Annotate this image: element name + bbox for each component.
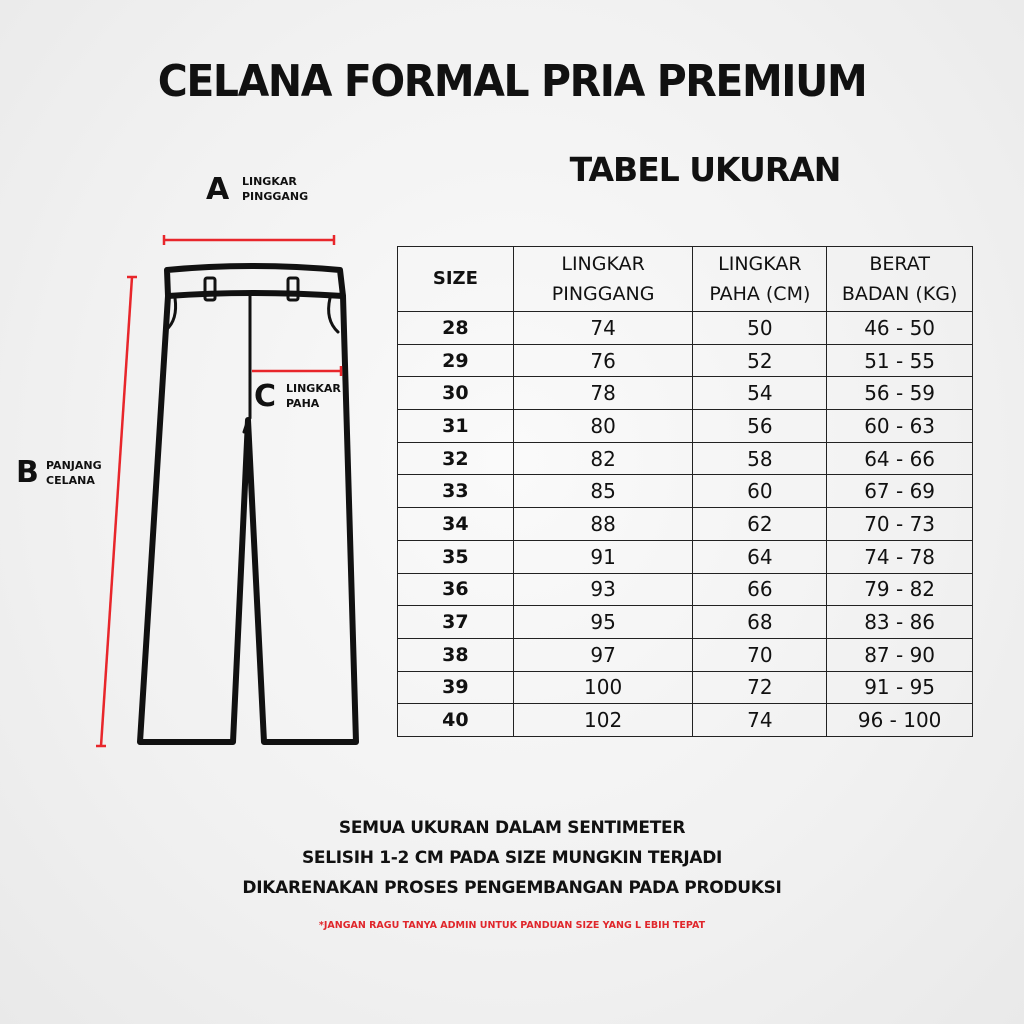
thigh-cell: 58 <box>693 442 827 475</box>
page-subtitle: TABEL UKURAN <box>569 150 841 189</box>
table-row <box>398 606 973 639</box>
weight-cell: 79 - 82 <box>827 573 973 606</box>
table-row <box>398 344 973 377</box>
waist-cell: 95 <box>513 606 693 639</box>
thigh-cell: 56 <box>693 410 827 443</box>
waist-cell: 80 <box>513 410 693 443</box>
label-b-text: PANJANG CELANA <box>46 459 102 487</box>
table-row <box>398 410 973 443</box>
label-a-text: LINGKAR PINGGANG <box>242 175 309 203</box>
waist-measure-line <box>164 235 334 245</box>
weight-cell: 64 - 66 <box>827 442 973 475</box>
size-cell: 35 <box>398 540 514 573</box>
pants-outline <box>140 266 356 742</box>
label-b-letter: B <box>16 455 39 490</box>
table-row <box>398 312 973 345</box>
table-row <box>398 704 973 737</box>
size-cell: 34 <box>398 508 514 541</box>
waist-cell: 88 <box>513 508 693 541</box>
thigh-cell: 68 <box>693 606 827 639</box>
weight-cell: 96 - 100 <box>827 704 973 737</box>
size-cell: 32 <box>398 442 514 475</box>
weight-cell: 83 - 86 <box>827 606 973 639</box>
thigh-cell: 50 <box>693 312 827 345</box>
weight-cell: 87 - 90 <box>827 638 973 671</box>
size-cell: 40 <box>398 704 514 737</box>
weight-cell: 67 - 69 <box>827 475 973 508</box>
weight-cell: 70 - 73 <box>827 508 973 541</box>
table-row <box>398 377 973 410</box>
weight-cell: 91 - 95 <box>827 671 973 704</box>
size-cell: 31 <box>398 410 514 443</box>
table-row <box>398 638 973 671</box>
table-row <box>398 573 973 606</box>
thigh-cell: 72 <box>693 671 827 704</box>
waist-cell: 76 <box>513 344 693 377</box>
waist-cell: 82 <box>513 442 693 475</box>
table-row <box>398 442 973 475</box>
header-weight: BERAT BADAN (KG) <box>827 247 973 312</box>
size-cell: 29 <box>398 344 514 377</box>
size-cell: 39 <box>398 671 514 704</box>
size-cell: 28 <box>398 312 514 345</box>
weight-cell: 60 - 63 <box>827 410 973 443</box>
thigh-cell: 62 <box>693 508 827 541</box>
weight-cell: 56 - 59 <box>827 377 973 410</box>
thigh-cell: 52 <box>693 344 827 377</box>
note-unit: SEMUA UKURAN DALAM SENTIMETER <box>338 818 686 838</box>
table-row <box>398 475 973 508</box>
table-row <box>398 671 973 704</box>
label-c-text: LINGKAR PAHA <box>286 382 341 410</box>
thigh-cell: 66 <box>693 573 827 606</box>
admin-tip: *JANGAN RAGU TANYA ADMIN UNTUK PANDUAN SIZE YANG L EBIH TEPAT <box>318 920 706 931</box>
waist-cell: 102 <box>513 704 693 737</box>
length-measure-line <box>96 277 137 746</box>
weight-cell: 46 - 50 <box>827 312 973 345</box>
table-row <box>398 540 973 573</box>
waist-cell: 85 <box>513 475 693 508</box>
thigh-cell: 54 <box>693 377 827 410</box>
size-cell: 30 <box>398 377 514 410</box>
table-row <box>398 508 973 541</box>
thigh-cell: 60 <box>693 475 827 508</box>
size-cell: 37 <box>398 606 514 639</box>
note-tolerance: SELISIH 1-2 CM PADA SIZE MUNGKIN TERJADI <box>301 848 723 868</box>
table-header-row <box>398 247 973 312</box>
waist-cell: 93 <box>513 573 693 606</box>
header-thigh: LINGKAR PAHA (CM) <box>693 247 827 312</box>
page-title: CELANA FORMAL PRIA PREMIUM <box>157 56 867 107</box>
weight-cell: 74 - 78 <box>827 540 973 573</box>
thigh-cell: 64 <box>693 540 827 573</box>
waist-cell: 100 <box>513 671 693 704</box>
weight-cell: 51 - 55 <box>827 344 973 377</box>
size-cell: 38 <box>398 638 514 671</box>
waist-cell: 97 <box>513 638 693 671</box>
size-cell: 36 <box>398 573 514 606</box>
note-production: DIKARENAKAN PROSES PENGEMBANGAN PADA PRODUKSI <box>242 878 782 898</box>
thigh-measure-line <box>252 366 341 376</box>
waist-cell: 91 <box>513 540 693 573</box>
size-table <box>397 246 973 737</box>
label-a-letter: A <box>206 172 230 207</box>
thigh-cell: 70 <box>693 638 827 671</box>
size-cell: 33 <box>398 475 514 508</box>
waist-cell: 74 <box>513 312 693 345</box>
thigh-cell: 74 <box>693 704 827 737</box>
waist-cell: 78 <box>513 377 693 410</box>
header-waist: LINGKAR PINGGANG <box>513 247 693 312</box>
header-size: SIZE <box>398 247 514 312</box>
label-c-letter: C <box>254 379 277 414</box>
